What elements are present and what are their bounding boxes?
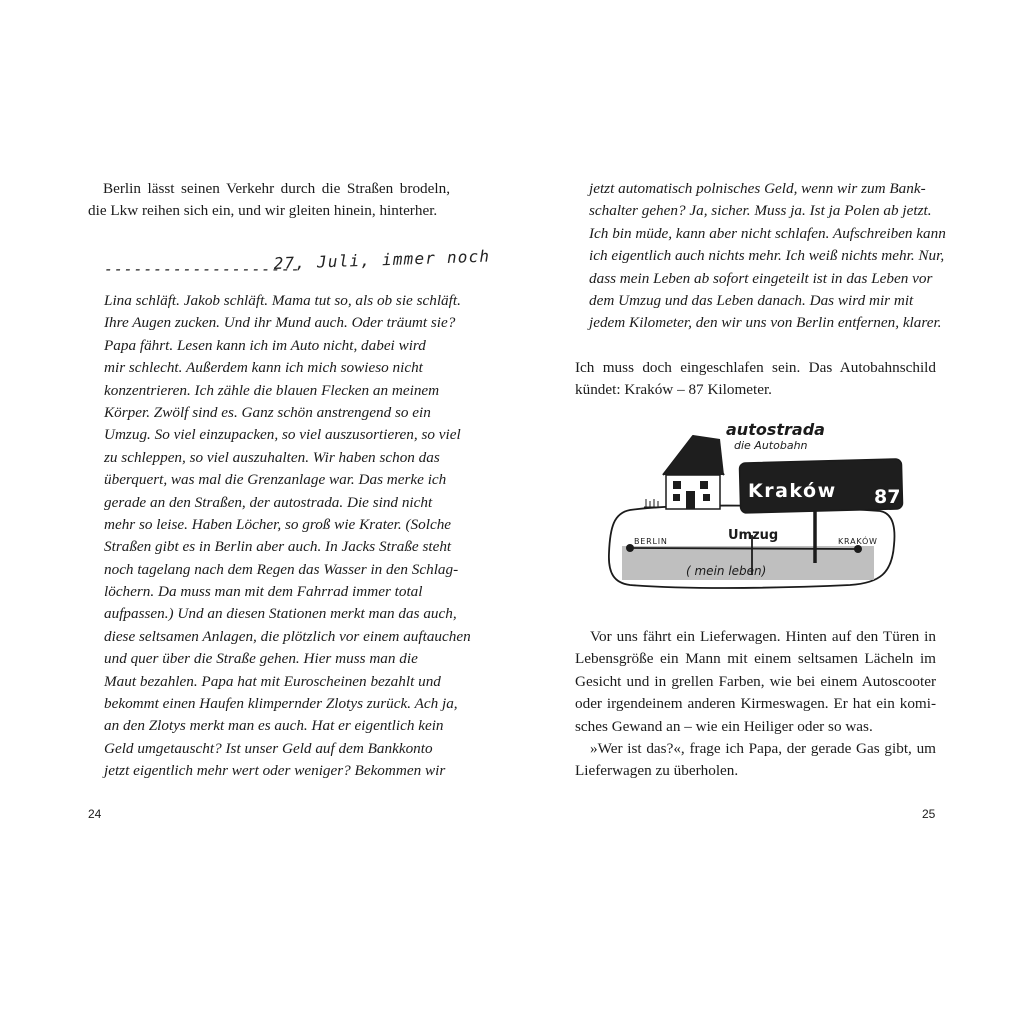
diary-line: Ihre Augen zucken. Und ihr Mund auch. Oder träumt sie? <box>104 314 456 332</box>
diary-line: und quer über die Straße gehen. Hier muss man die <box>104 650 418 668</box>
diary-line: schalter gehen? Ja, sicher. Muss ja. Ist ja Polen ab jetzt. <box>589 202 932 220</box>
intro-paragraph <box>88 178 450 223</box>
diary-entry-continuation <box>589 178 946 335</box>
text-line: Lebensgröße ein Mann mit einem seltsamen Lächeln im <box>575 650 936 668</box>
sketch-drawing <box>600 405 910 605</box>
start-dot <box>626 544 634 552</box>
timeline-line <box>630 548 858 549</box>
diary-line: Maut bezahlen. Papa hat mit Euroscheinen bezahlt und <box>104 672 441 690</box>
house-icon <box>644 435 724 509</box>
diary-line: dass mein Leben ab sofort eingeteilt ist in das Leben vor <box>589 269 933 287</box>
timeline-label-bottom: ( mein leben) <box>686 564 767 578</box>
diary-line: diese seltsamen Anlagen, die plötzlich vor einem auftauchen <box>104 627 471 645</box>
end-label: KRAKÓW <box>838 537 878 546</box>
text-line: die Lkw reihen sich ein, und wir gleiten hinein, hinterher. <box>88 202 438 220</box>
page-number-left: 24 <box>88 807 102 821</box>
diary-line: Straßen gibt es in Berlin aber auch. In Jacks Straße steht <box>104 538 452 556</box>
diary-line: mir schlecht. Außerdem kann ich mich sowieso nicht <box>104 359 423 377</box>
text-line: oder irgendeinem anderen Kirmeswagen. Er hat ein komi- <box>575 695 936 713</box>
diary-line: jetzt eigentlich mehr wert oder weniger? Bekommen wir <box>104 762 446 780</box>
diary-date: 27, Juli, immer noch <box>273 246 491 273</box>
diary-line: Lina schläft. Jakob schläft. Mama tut so, als ob sie schläft. <box>104 292 461 309</box>
paragraph-autobahn-sign <box>575 357 936 402</box>
sign-distance: 87 <box>874 486 901 508</box>
sign-city: Kraków <box>748 480 837 502</box>
start-label: BERLIN <box>634 537 668 546</box>
diary-line: Geld umgetauscht? Ist unser Geld auf dem Bankkonto <box>104 739 433 757</box>
dashed-line: -------------------- <box>104 260 301 278</box>
diary-line: bekommt einen Haufen klimpernder Zlotys zurück. Ach ja, <box>104 695 458 713</box>
diary-line: Papa fährt. Lesen kann ich im Auto nicht, dabei wird <box>104 336 426 354</box>
diary-line: jetzt automatisch polnisches Geld, wenn wir zum Bank- <box>589 180 926 197</box>
diary-line: Ich bin müde, kann aber nicht schlafen. Aufschreiben kann <box>589 224 946 242</box>
diary-line: aufpassen.) Und an diesen Stationen merkt man das auch, <box>104 605 457 623</box>
paragraph-question <box>575 738 936 783</box>
text-line: Ich muss doch eingeschlafen sein. Das Autobahnschild <box>575 359 936 376</box>
illustration-subtitle: die Autobahn <box>734 439 808 452</box>
text-line: Gesicht und in grellen Farben, wie bei einem Autoscooter <box>575 672 936 690</box>
text-line: sches Gewand an – wie ein Heiliger oder so was. <box>575 717 873 735</box>
diary-line: gerade an den Straßen, der autostrada. Die sind nicht <box>104 493 433 511</box>
diary-line: noch tagelang nach dem Regen das Wasser in den Schlag- <box>104 560 459 578</box>
diary-entry-heading <box>104 246 491 282</box>
diary-line: konzentrieren. Ich zähle die blauen Flecken an meinem <box>104 381 440 399</box>
timeline-label-top: Umzug <box>728 528 779 543</box>
diary-line: zu schleppen, so viel auszuhalten. Wir haben schon das <box>104 448 440 466</box>
diary-line: Körper. Zwölf sind es. Ganz schön anstrengend so ein <box>104 403 431 421</box>
diary-line: ich eigentlich auch nichts mehr. Ich weiß nichts mehr. Nur, <box>589 247 945 265</box>
right-page <box>512 0 1024 1024</box>
diary-line: dem Umzug und das Leben danach. Das wird mir mit <box>589 291 914 309</box>
diary-line: jedem Kilometer, den wir uns von Berlin entfernen, klarer. <box>589 314 942 332</box>
paragraph-delivery-van <box>575 626 936 738</box>
diary-line: Umzug. So viel einzupacken, so viel auszusortieren, so viel <box>104 426 461 444</box>
diary-line: mehr so leise. Haben Löcher, so groß wie Krater. (Solche <box>104 515 452 533</box>
diary-line: überquert, was mal die Grenzanlage war. Das merke ich <box>104 471 447 489</box>
text-line: »Wer ist das?«, frage ich Papa, der gerade Gas gibt, um <box>590 740 936 757</box>
text-line: kündet: Kraków – 87 Kilometer. <box>575 381 772 399</box>
text-line: Vor uns fährt ein Lieferwagen. Hinten auf den Türen in <box>590 628 936 645</box>
page-number-right: 25 <box>922 807 936 821</box>
text-line: Lieferwagen zu überholen. <box>575 762 739 780</box>
diary-entry-text <box>104 290 471 783</box>
text-line: Berlin lässt seinen Verkehr durch die Straßen brodeln, <box>103 180 450 197</box>
autostrada-illustration <box>600 405 910 605</box>
end-dot <box>854 545 862 553</box>
diary-line: löchern. Da muss man mit dem Fahrrad immer total <box>104 583 423 601</box>
illustration-title: autostrada <box>726 420 825 439</box>
diary-line: an den Zlotys merkt man es auch. Hat er eigentlich kein <box>104 717 444 735</box>
